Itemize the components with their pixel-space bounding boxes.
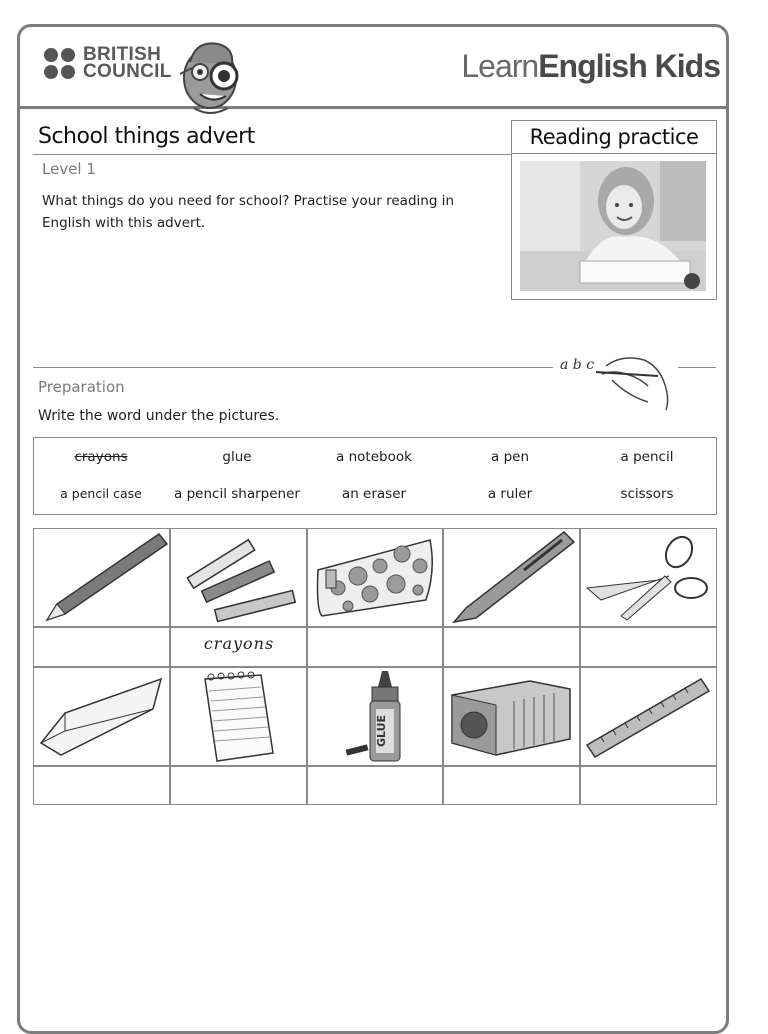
section-divider xyxy=(33,367,553,368)
level-label: Level 1 xyxy=(42,160,96,178)
logo-line-2: COUNCIL xyxy=(83,61,172,82)
word-bank-item: crayons xyxy=(74,449,128,465)
logo-learn: Learn xyxy=(461,48,539,84)
pencil-case-icon xyxy=(308,530,442,626)
mascot-icon xyxy=(176,34,246,118)
writing-hand-icon xyxy=(592,352,672,414)
header-divider xyxy=(17,106,729,109)
intro-text: What things do you need for school? Practise your reading in English with this advert. xyxy=(42,193,454,231)
word-bank-item: a pencil xyxy=(620,449,674,465)
logo-dots-icon xyxy=(44,48,75,79)
abc-label: a b c xyxy=(560,357,595,373)
pen-icon xyxy=(444,530,578,626)
word-bank-item: a pen xyxy=(491,449,529,465)
scissors-icon xyxy=(581,530,715,626)
logo-english: English xyxy=(538,48,647,84)
logo-line-1: BRITISH xyxy=(83,44,162,65)
word-bank-item: glue xyxy=(222,449,252,465)
word-bank-item: a pencil case xyxy=(60,486,142,501)
grid-line xyxy=(33,666,717,668)
grid-line xyxy=(33,626,717,628)
worksheet-title: School things advert xyxy=(38,124,255,149)
crayons-icon xyxy=(171,530,305,626)
learnenglish-kids-logo xyxy=(461,48,720,85)
example-answer: crayons xyxy=(203,634,275,653)
word-bank-item: an eraser xyxy=(341,486,407,502)
word-bank-item: a ruler xyxy=(487,486,533,502)
pencil-icon xyxy=(35,530,169,626)
title-divider xyxy=(33,154,511,155)
word-bank-item: a notebook xyxy=(336,449,412,465)
logo-kids: Kids xyxy=(654,48,720,84)
svg-text:GLUE: GLUE xyxy=(375,714,388,748)
girl-photo xyxy=(520,161,706,291)
sharpener-icon xyxy=(444,669,578,765)
preparation-heading: Preparation xyxy=(38,378,125,396)
glue-icon xyxy=(308,669,442,765)
ruler-icon xyxy=(581,669,715,765)
british-council-logo xyxy=(44,46,172,80)
eraser-icon xyxy=(35,669,169,765)
section-divider-end xyxy=(678,367,716,368)
grid-line xyxy=(33,765,717,767)
reading-practice-title: Reading practice xyxy=(512,121,716,154)
instruction-text: Write the word under the pictures. xyxy=(38,408,280,424)
notebook-icon xyxy=(171,669,305,765)
word-bank-item: a pencil sharpener xyxy=(174,486,300,502)
word-bank-item: scissors xyxy=(620,486,674,502)
